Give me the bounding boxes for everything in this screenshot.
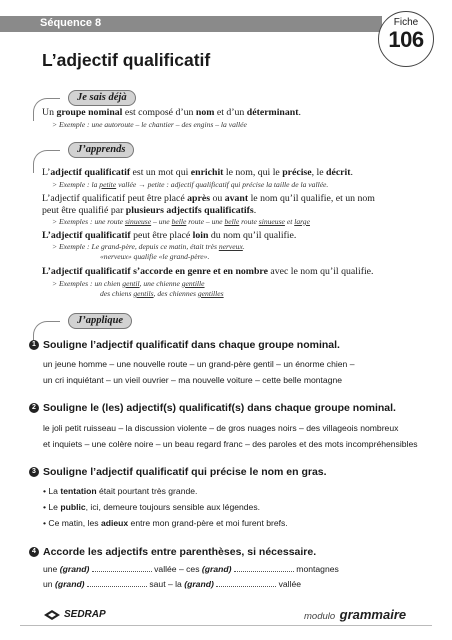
exercise-1-number: 1 — [29, 340, 39, 350]
exercise-2-line[interactable]: et inquiets – une colère noire – un beau regard franc – des paroles et des mots incompréhensibles — [43, 439, 418, 449]
collection-brand — [304, 606, 406, 624]
rule-2-cont: peut être qualifié par plusieurs adjectifs qualificatifs. — [42, 205, 257, 216]
exercise-4-number: 4 — [29, 547, 39, 557]
footer-divider — [20, 625, 432, 626]
exercise-1-line[interactable]: un cri inquiétant – un vieil ouvrier – ma nouvelle voiture – cette belle montagne — [43, 375, 343, 385]
je-sais-example: > Exemple : une autoroute – le chantier – des engins – la vallée — [52, 120, 247, 129]
answer-blank[interactable] — [92, 563, 152, 572]
page-title: L’adjectif qualificatif — [42, 50, 211, 70]
answer-blank[interactable] — [234, 563, 294, 572]
exercise-3-number: 3 — [29, 467, 39, 477]
exercise-2-number: 2 — [29, 403, 39, 413]
collection-b: grammaire — [339, 607, 407, 622]
publisher-name: SEDRAP — [64, 609, 106, 620]
publisher-logo — [44, 609, 106, 620]
exercise-1-instruction: Souligne l’adjectif qualificatif dans chaque groupe nominal. — [43, 339, 340, 351]
exercise-2-line[interactable]: le joli petit ruisseau – la discussion violente – de gros nuages noirs – des villageois nombreux — [43, 423, 399, 433]
rule-4: L’adjectif qualificatif s’accorde en genre et en nombre avec le nom qu’il qualifie. — [42, 266, 374, 277]
collection-a: modulo — [304, 611, 336, 622]
fiche-badge — [378, 11, 434, 67]
rule-3-example-note: «nerveux» qualifie «le grand-père». — [100, 252, 210, 261]
rule-1-example: > Exemple : la petite vallée → petite : adjectif qualificatif qui précise la taille de la vallée. — [52, 180, 329, 189]
exercise-3-line[interactable]: • La tentation était pourtant très grande. — [43, 486, 198, 496]
fiche-label: Fiche — [393, 17, 419, 28]
je-sais-rule: Un groupe nominal est composé d’un nom et d’un déterminant. — [42, 107, 301, 118]
section-japplique: J’applique — [68, 313, 132, 329]
rule-4-example-plural: des chiens gentils, des chiennes gentilles — [100, 289, 224, 298]
exercise-4-line: une (grand) vallée – ces (grand) montagnes — [43, 564, 339, 574]
exercise-3-instruction: Souligne l’adjectif qualificatif qui précise le nom en gras. — [43, 466, 327, 478]
rule-4-example: > Exemples : un chien gentil, une chienne gentille — [52, 279, 205, 288]
sequence-label: Séquence 8 — [40, 17, 102, 29]
exercise-1-line[interactable]: un jeune homme – une nouvelle route – un grand-père gentil – un énorme chien – — [43, 359, 355, 369]
rule-2: L’adjectif qualificatif peut être placé après ou avant le nom qu’il qualifie, et un nom — [42, 193, 375, 204]
rule-3: L’adjectif qualificatif peut être placé loin du nom qu’il qualifie. — [42, 230, 297, 241]
answer-blank[interactable] — [87, 578, 147, 587]
section-japprends: J’apprends — [68, 142, 134, 158]
exercise-2-instruction: Souligne le (les) adjectif(s) qualificatif(s) dans chaque groupe nominal. — [43, 402, 396, 414]
sedrap-logo-icon — [44, 610, 60, 620]
rule-3-example: > Exemple : Le grand-père, depuis ce matin, était très nerveux. — [52, 242, 245, 251]
answer-blank[interactable] — [216, 578, 276, 587]
section-je-sais: Je sais déjà — [68, 90, 136, 106]
rule-2-example: > Exemples : une route sinueuse – une belle route – une belle route sinueuse et large — [52, 217, 310, 226]
fiche-number: 106 — [388, 27, 424, 52]
exercise-3-line[interactable]: • Le public, ici, demeure toujours sensible aux légendes. — [43, 502, 261, 512]
exercise-3-line[interactable]: • Ce matin, les adieux entre mon grand-père et moi furent brefs. — [43, 518, 288, 528]
exercise-4-line: un (grand) saut – la (grand) vallée — [43, 579, 302, 589]
exercise-4-instruction: Accorde les adjectifs entre parenthèses, si nécessaire. — [43, 546, 317, 558]
rule-1: L’adjectif qualificatif est un mot qui enrichit le nom, qui le précise, le décrit. — [42, 167, 353, 178]
